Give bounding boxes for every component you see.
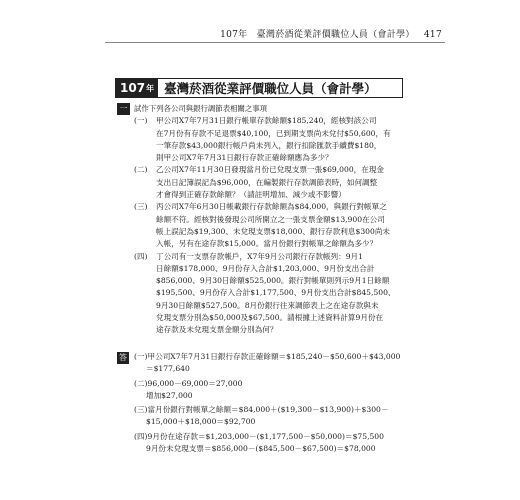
question-line: 丁公司有一支票存款帳戶，X7年9月公司銀行存款帳列：9月1 — [156, 251, 363, 261]
header-page-number: 417 — [423, 30, 442, 40]
question-item-number: (三) — [134, 202, 148, 212]
question-line: $856,000、9月30日餘額$525,000。銀行對帳單則列示9月1日餘額 — [156, 276, 390, 286]
answer-body — [134, 351, 444, 457]
question-line: 才會得到正確存款餘額？（請註明增加、減少或不影響） — [156, 190, 346, 200]
answer-line: (三)當月份銀行對帳單之餘額＝$84,000＋($19,300－$13,900)＋$300－ — [134, 405, 389, 415]
question-item-number: (二) — [134, 165, 148, 175]
question-item — [134, 251, 404, 337]
answer-line: (二)96,000－69,000＝27,000 — [134, 378, 243, 388]
question-line: 途存款及未兌現支票金額分別為何？ — [156, 325, 278, 335]
question-item — [134, 164, 404, 201]
question-line: 支出日記簿誤記為$96,000，在編製銀行存款調節表時，如何調整 — [156, 177, 378, 187]
header-rule — [105, 42, 445, 43]
question-item-text — [156, 115, 404, 164]
answer-item — [134, 404, 444, 429]
question-line: 9月30日餘額$527,500。8月份銀行往來調節表上之在途存款與未 — [156, 300, 379, 310]
answer-line: (一)甲公司X7年7月31日銀行存款正確餘額＝$185,240－$50,600＋$43,000 — [134, 352, 401, 361]
question-line: 甲公司X7年7月31日銀行帳單存款餘額$185,240，經核對該公司 — [156, 116, 377, 126]
answer-line: $15,000＋$18,000＝$92,700 — [146, 417, 256, 427]
answer-line: 增加$27,000 — [146, 390, 193, 400]
answer-item — [134, 431, 444, 456]
question-intro: 試作下列各公司與銀行調節表相關之事項 — [134, 104, 268, 113]
question-item — [134, 115, 404, 164]
question-line: 兌現支票分別為$50,000及$67,500。請根據上述資料計算9月份在 — [156, 313, 384, 323]
header-year: 107年 — [220, 30, 248, 40]
question-item-text — [156, 164, 404, 201]
question-item-number: (四) — [134, 251, 148, 261]
year-badge — [116, 79, 158, 97]
question-line: 則甲公司X7年7月31日銀行存款正確餘額應為多少？ — [156, 153, 333, 163]
answer-line: (四)9月份在途存款＝$1,203,000－($1,177,500－$50,000)＝$75,500 — [134, 431, 384, 441]
question-line: 日餘額$178,000、9月份存入合計$1,203,000、9月份支出合計 — [156, 263, 375, 273]
answer-item — [134, 378, 444, 403]
question-line: 在7月份有存款不足退票$40,100，已到期支票尚未兌付$50,600，有 — [156, 128, 391, 138]
running-header — [0, 27, 520, 40]
question-marker: 一 — [117, 103, 130, 115]
question-line: 入帳，另有在途存款$15,000。當月份銀行對帳單之餘額為多少？ — [156, 239, 378, 249]
question-line: 餘額不符。經核對後發現公司所開立之一張支票金額$13,900在公司 — [156, 214, 385, 224]
question-line: 一筆存款$43,000銀行帳戶尚未列入，銀行扣除匯款手續費$180， — [156, 140, 382, 150]
question-line: 丙公司X7年6月30日帳載銀行存款餘額為$84,000，與銀行對帳單之 — [156, 202, 387, 212]
year-badge-suffix: 年 — [146, 83, 155, 93]
question-line: 乙公司X7年11月30日發現當月份已兌現支票一張$69,000，在現金 — [156, 165, 385, 175]
answer-item — [134, 351, 444, 376]
section-title-bar — [115, 78, 403, 98]
question-line: $195,500、9月份存入合計$1,177,500、9月份支出合計$845,500、 — [156, 288, 396, 298]
question-item-text — [156, 251, 404, 337]
answer-marker: 答 — [119, 353, 127, 362]
question-body — [134, 103, 404, 337]
question-item-number: (一) — [134, 116, 148, 126]
answer-line: ＝$177,640 — [146, 364, 190, 374]
question-line: 帳上誤記為$19,300、未兌現支票$18,000、銀行存款利息$300尚未 — [156, 226, 391, 236]
question-item — [134, 201, 404, 250]
section-title: 臺灣菸酒從業評價職位人員（會計學） — [164, 81, 377, 96]
answer-line: 9月份未兌現支票＝$856,000－($845,500－$67,500)＝$78,000 — [146, 444, 376, 454]
header-subject: 臺灣菸酒從業評價職位人員（會計學） — [256, 30, 415, 40]
year-badge-number: 107 — [120, 81, 146, 95]
question-item-text — [156, 201, 404, 250]
